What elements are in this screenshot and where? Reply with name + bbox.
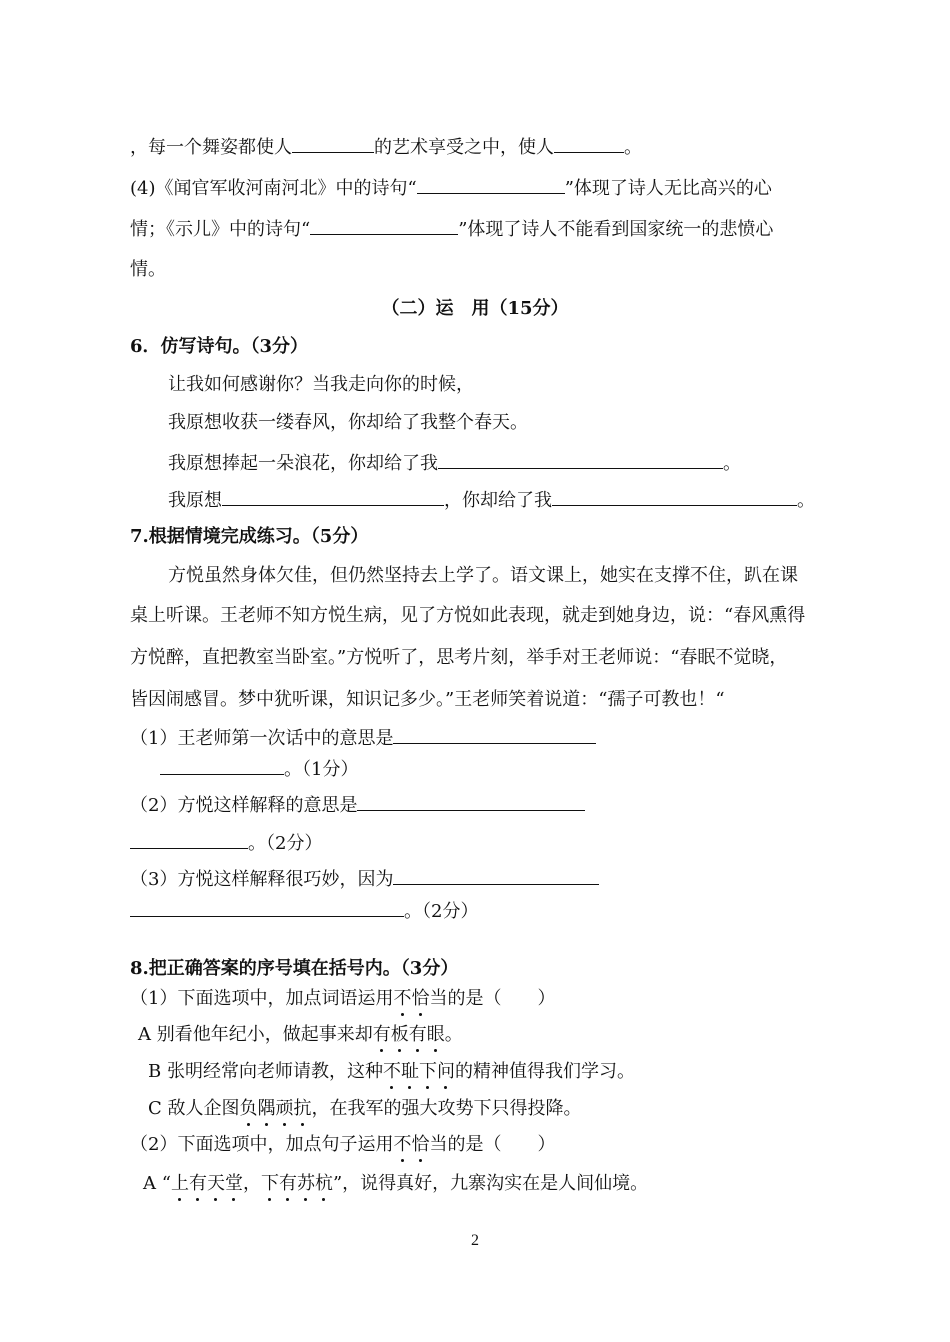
answer-blank[interactable] xyxy=(393,866,599,885)
dotted-emphasis xyxy=(171,1173,333,1194)
q8-option-b1: B 张明经常向老师请教，这种不耻下问的精神值得我们学习。 xyxy=(148,1061,635,1082)
q7-paragraph-line: 方悦虽然身体欠佳，但仍然坚持去上学了。语文课上，她实在支撑不住，趴在课 xyxy=(168,565,798,586)
q6-line2: 我原想收获一缕春风，你却给了我整个春天。 xyxy=(168,412,528,433)
dotted-char: 板 xyxy=(390,1024,409,1045)
q6-line1: 让我如何感谢你？当我走向你的时候， xyxy=(168,374,474,395)
q7-sub3-cont: 。（2分） xyxy=(130,898,478,924)
dotted-char: 堂 xyxy=(224,1173,243,1194)
dotted-char: 恰 xyxy=(411,1134,430,1155)
answer-blank[interactable] xyxy=(357,792,585,811)
dotted-char: 杭 xyxy=(314,1173,333,1194)
dotted-char: 不 xyxy=(393,988,412,1009)
dotted-emphasis xyxy=(393,988,429,1009)
q6-title: 6．仿写诗句。（3分） xyxy=(130,336,309,357)
dotted-char: 苏 xyxy=(296,1173,315,1194)
answer-blank[interactable] xyxy=(160,756,284,775)
dotted-char: 下 xyxy=(260,1173,279,1194)
answer-blank[interactable] xyxy=(292,134,374,153)
answer-blank[interactable] xyxy=(130,898,404,917)
dotted-char: 耻 xyxy=(400,1061,419,1082)
dotted-char: 有 xyxy=(372,1024,391,1045)
dotted-char: 抗 xyxy=(293,1098,312,1119)
dotted-char: 下 xyxy=(418,1061,437,1082)
q8-option-a2: A “上有天堂，下有苏杭”，说得真好，九寨沟实在是人间仙境。 xyxy=(143,1173,649,1194)
q8-sub2: （2）下面选项中，加点句子运用不恰当的是（ ） xyxy=(130,1134,556,1155)
dotted-emphasis xyxy=(383,1061,455,1082)
page-number: 2 xyxy=(471,1232,479,1249)
dotted-char: 眼 xyxy=(426,1024,445,1045)
q5-line1: ，每一个舞姿都使人 的艺术享受之中，使人 。 xyxy=(130,134,642,160)
answer-blank[interactable] xyxy=(417,175,565,194)
answer-blank[interactable] xyxy=(393,725,596,744)
answer-blank[interactable] xyxy=(310,216,458,235)
q7-paragraph-line: 方悦醉，直把教室当卧室。”方悦听了，思考片刻，举手对王老师说：“春眠不觉晓， xyxy=(130,647,788,668)
q7-paragraph-line: 桌上听课。王老师不知方悦生病，见了方悦如此表现，就走到她身边，说：“春风熏得 xyxy=(130,605,806,626)
answer-blank[interactable] xyxy=(554,134,624,153)
dotted-char: 有 xyxy=(188,1173,207,1194)
q8-option-a1: A 别看他年纪小，做起事来却有板有眼。 xyxy=(138,1024,463,1045)
dotted-char: 有 xyxy=(278,1173,297,1194)
dotted-char: 不 xyxy=(393,1134,412,1155)
answer-blank[interactable] xyxy=(130,830,248,849)
dotted-char: 不 xyxy=(382,1061,401,1082)
q7-title: 7.根据情境完成练习。（5分） xyxy=(130,526,369,547)
q7-sub3: （3）方悦这样解释很巧妙，因为 xyxy=(130,866,599,892)
q6-line3: 我原想捧起一朵浪花，你却给了我 。 xyxy=(168,450,741,476)
section-title: （二）运 用（15分） xyxy=(381,298,569,319)
dotted-char: 隅 xyxy=(257,1098,276,1119)
q5-item4-line3: 情。 xyxy=(130,259,166,280)
dotted-emphasis xyxy=(240,1098,312,1119)
dotted-char: 上 xyxy=(170,1173,189,1194)
dotted-emphasis xyxy=(393,1134,429,1155)
q8-option-c1: C 敌人企图负隅顽抗，在我军的强大攻势下只得投降。 xyxy=(148,1098,582,1119)
dotted-char: 顽 xyxy=(275,1098,294,1119)
q5-item4-line1: (4)《闻官军收河南河北》中的诗句“ ”体现了诗人无比高兴的心 xyxy=(130,175,772,201)
q6-line4: 我原想 ，你却给了我 。 xyxy=(168,487,815,513)
q8-title: 8.把正确答案的序号填在括号内。（3分） xyxy=(130,958,459,979)
q8-sub1: （1）下面选项中，加点词语运用不恰当的是（ ） xyxy=(130,988,556,1009)
q7-sub2: （2）方悦这样解释的意思是 xyxy=(130,792,585,818)
q7-sub2-cont: 。（2分） xyxy=(130,830,322,856)
dotted-emphasis xyxy=(373,1024,445,1045)
dotted-char: ， xyxy=(242,1173,261,1194)
q7-paragraph-line: 皆因闹感冒。梦中犹听课，知识记多少。”王老师笑着说道：“孺子可教也！“ xyxy=(130,689,725,710)
dotted-char: 恰 xyxy=(411,988,430,1009)
dotted-char: 负 xyxy=(239,1098,258,1119)
dotted-char: 天 xyxy=(206,1173,225,1194)
dotted-char: 有 xyxy=(408,1024,427,1045)
answer-blank[interactable] xyxy=(222,487,444,506)
answer-blank[interactable] xyxy=(552,487,797,506)
dotted-char: 问 xyxy=(436,1061,455,1082)
q5-item4-line2: 情；《示儿》中的诗句“ ”体现了诗人不能看到国家统一的悲愤心 xyxy=(130,216,773,242)
answer-blank[interactable] xyxy=(438,450,723,469)
q7-sub1: （1）王老师第一次话中的意思是 xyxy=(130,725,596,751)
q7-sub1-cont: 。（1分） xyxy=(160,756,358,782)
